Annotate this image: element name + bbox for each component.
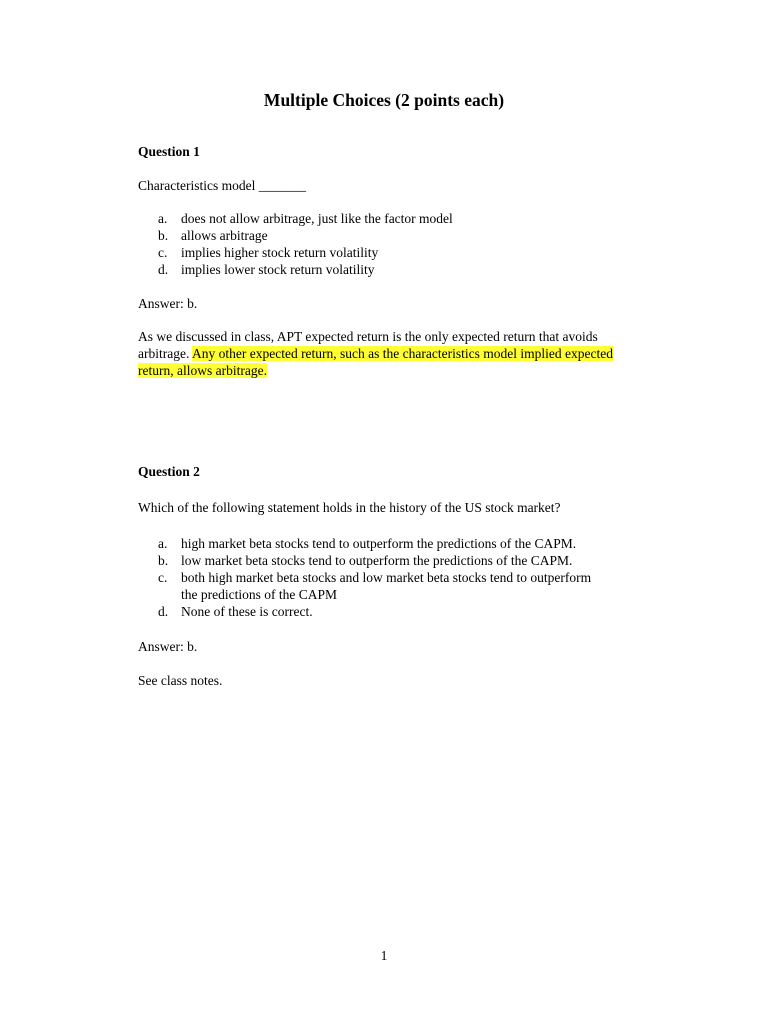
question-2-options <box>138 535 638 620</box>
question-1-option-b <box>138 227 638 244</box>
option-letter: b. <box>158 553 169 568</box>
question-2-option-c <box>138 569 611 603</box>
page-title: Multiple Choices (2 points each) <box>263 90 505 110</box>
option-letter: d. <box>158 262 169 277</box>
question-2-answer: Answer: b. <box>138 639 198 654</box>
explanation-text: As we discussed in class, APT expected return is the only expected return that avoids arbitrage. <box>138 329 598 361</box>
question-1-option-c <box>138 244 638 261</box>
question-1-answer: Answer: b. <box>138 296 198 311</box>
option-text: allows arbitrage <box>181 228 268 243</box>
question-2-option-a <box>138 535 638 552</box>
question-1-option-d <box>138 261 638 278</box>
question-2-explanation: See class notes. <box>138 673 223 688</box>
option-text: both high market beta stocks and low market beta stocks tend to outperform the predictions of the CAPM <box>181 570 592 602</box>
page-number: 1 <box>380 948 388 963</box>
question-1-explanation <box>138 328 618 379</box>
option-text: high market beta stocks tend to outperform the predictions of the CAPM. <box>181 536 577 551</box>
option-letter: c. <box>158 570 168 585</box>
highlighted-explanation-text: Any other expected return, such as the characteristics model implied expected return, allows arbitrage. <box>138 346 613 378</box>
question-2-option-d <box>138 603 638 620</box>
option-text: implies higher stock return volatility <box>181 245 379 260</box>
question-1-options <box>138 210 638 278</box>
question-1-prompt: Characteristics model _______ <box>138 178 306 193</box>
option-letter: c. <box>158 245 168 260</box>
option-letter: b. <box>158 228 169 243</box>
option-letter: a. <box>158 211 168 226</box>
option-text: None of these is correct. <box>181 604 313 619</box>
question-1-heading: Question 1 <box>138 144 200 159</box>
option-text: implies lower stock return volatility <box>181 262 375 277</box>
option-letter: a. <box>158 536 168 551</box>
question-1-option-a <box>138 210 638 227</box>
option-text: low market beta stocks tend to outperform the predictions of the CAPM. <box>181 553 573 568</box>
option-text: does not allow arbitrage, just like the factor model <box>181 211 453 226</box>
question-2-prompt: Which of the following statement holds in the history of the US stock market? <box>138 500 561 515</box>
question-2-heading: Question 2 <box>138 464 200 479</box>
question-2-option-b <box>138 552 638 569</box>
option-letter: d. <box>158 604 169 619</box>
